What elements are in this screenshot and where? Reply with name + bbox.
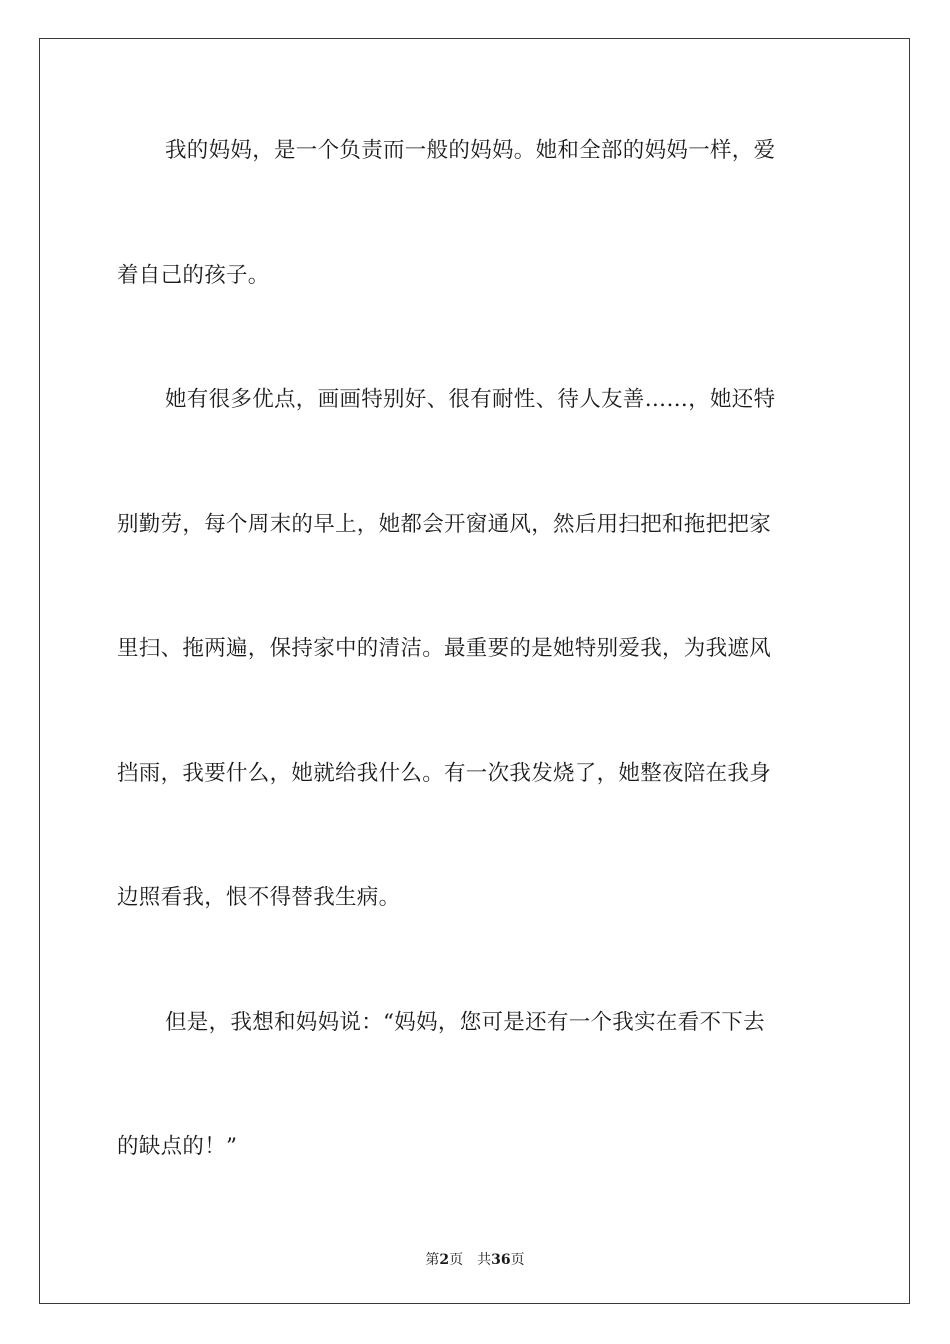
- paragraph-2-line-2: 别勤劳，每个周末的早上，她都会开窗通风，然后用扫把和拖把把家: [117, 512, 772, 537]
- page-border: [39, 38, 910, 1304]
- page-suffix: 页: [449, 1252, 464, 1268]
- total-pages: 36: [491, 1252, 511, 1268]
- paragraph-2-line-5: 边照看我，恨不得替我生病。: [117, 885, 401, 910]
- page-prefix: 第: [425, 1252, 440, 1268]
- total-suffix: 页: [510, 1252, 525, 1268]
- paragraph-2-line-1: 她有很多优点，画画特别好、很有耐性、待人友善……，她还特: [165, 387, 776, 412]
- paragraph-1-line-1: 我的妈妈，是一个负责而一般的妈妈。她和全部的妈妈一样，爱: [165, 138, 776, 163]
- total-prefix: 共: [477, 1252, 492, 1268]
- page-footer: [0, 1249, 950, 1269]
- paragraph-1-line-2: 着自己的孩子。: [117, 263, 270, 288]
- paragraph-3-line-1: 但是，我想和妈妈说：“妈妈，您可是还有一个我实在看不下去: [165, 1010, 765, 1035]
- page-number: 2: [439, 1252, 450, 1268]
- paragraph-3-line-2: 的缺点的！”: [117, 1134, 238, 1159]
- paragraph-2-line-3: 里扫、拖两遍，保持家中的清洁。最重要的是她特别爱我，为我遮风: [117, 636, 772, 661]
- paragraph-2-line-4: 挡雨，我要什么，她就给我什么。有一次我发烧了，她整夜陪在我身: [117, 761, 772, 786]
